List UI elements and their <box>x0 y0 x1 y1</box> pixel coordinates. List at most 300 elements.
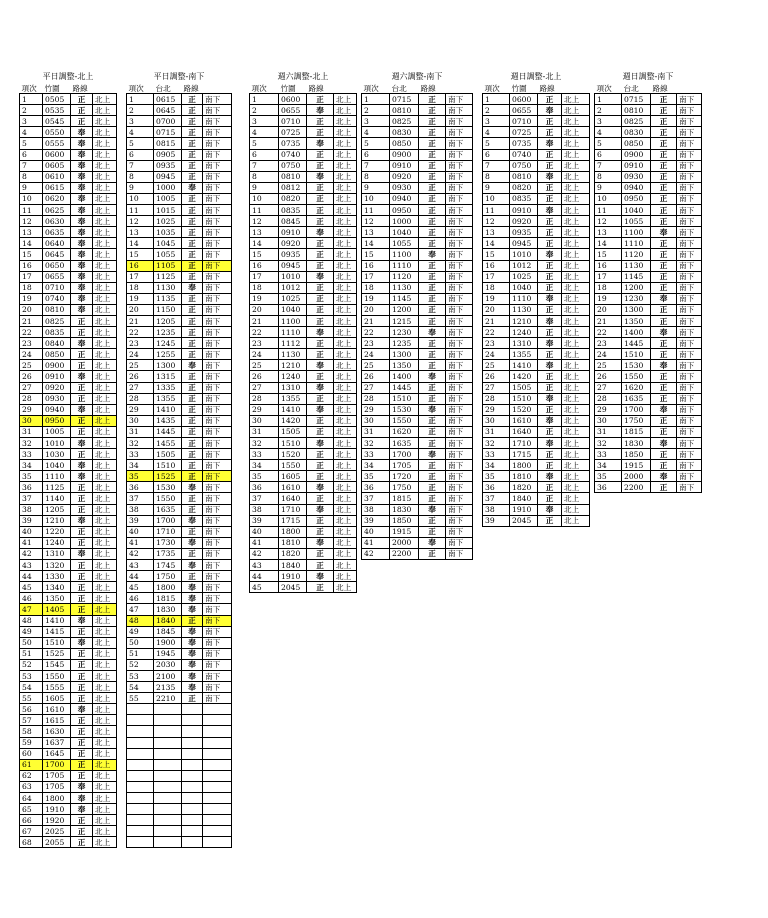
time-cell: 0910 <box>510 205 538 216</box>
row-number: 50 <box>20 637 43 648</box>
empty-row <box>127 826 232 837</box>
time-cell: 1210 <box>43 515 71 526</box>
row-number: 22 <box>20 327 43 338</box>
table-row <box>362 504 473 515</box>
empty-cell <box>182 770 203 781</box>
table-row <box>250 94 357 105</box>
row-number: 14 <box>20 238 43 249</box>
timetable <box>249 83 357 593</box>
route-type-cell: 正 <box>538 460 562 471</box>
direction-cell: 北上 <box>334 515 357 526</box>
direction-cell: 南下 <box>203 238 232 249</box>
row-number: 22 <box>127 327 154 338</box>
row-number: 7 <box>362 160 390 171</box>
header-row <box>20 83 117 94</box>
direction-cell: 北上 <box>93 604 117 615</box>
row-number: 55 <box>20 693 43 704</box>
route-type-cell: 正 <box>419 515 446 526</box>
time-cell: 0700 <box>154 116 182 127</box>
row-number: 15 <box>127 249 154 260</box>
time-cell: 1135 <box>154 293 182 304</box>
direction-cell: 北上 <box>93 94 117 105</box>
direction-cell: 南下 <box>446 315 473 326</box>
row-number: 22 <box>483 327 510 338</box>
direction-cell: 北上 <box>93 460 117 471</box>
route-type-cell: 奉 <box>71 804 93 815</box>
table-row <box>362 293 473 304</box>
table-row <box>595 482 702 493</box>
row-number: 32 <box>127 438 154 449</box>
time-cell: 1945 <box>154 648 182 659</box>
time-cell: 0740 <box>279 149 307 160</box>
time-cell: 0725 <box>510 127 538 138</box>
direction-cell: 南下 <box>203 216 232 227</box>
row-number: 36 <box>127 482 154 493</box>
direction-cell: 南下 <box>203 249 232 260</box>
route-type-cell: 奉 <box>651 227 677 238</box>
time-cell: 0715 <box>154 127 182 138</box>
route-type-cell: 正 <box>307 460 334 471</box>
route-type-cell: 正 <box>651 193 677 204</box>
direction-cell: 北上 <box>93 615 117 626</box>
route-type-cell: 正 <box>71 626 93 637</box>
time-cell: 1815 <box>154 593 182 604</box>
table-row <box>20 759 117 770</box>
row-number: 33 <box>127 449 154 460</box>
table-row <box>250 282 357 293</box>
direction-cell: 北上 <box>93 415 117 426</box>
empty-cell <box>182 826 203 837</box>
direction-cell: 北上 <box>334 116 357 127</box>
route-type-cell: 正 <box>651 171 677 182</box>
route-type-cell: 奉 <box>419 371 446 382</box>
empty-cell <box>182 837 203 848</box>
direction-cell: 北上 <box>93 804 117 815</box>
time-cell: 1710 <box>279 504 307 515</box>
route-type-cell: 正 <box>182 271 203 282</box>
time-cell: 0900 <box>43 360 71 371</box>
direction-cell: 北上 <box>93 781 117 792</box>
route-type-cell: 正 <box>307 426 334 437</box>
time-cell: 0920 <box>510 216 538 227</box>
row-number: 48 <box>20 615 43 626</box>
route-type-cell: 奉 <box>538 205 562 216</box>
row-number: 32 <box>483 438 510 449</box>
route-type-cell: 正 <box>182 327 203 338</box>
empty-cell <box>127 781 154 792</box>
direction-cell: 北上 <box>562 504 590 515</box>
table-row <box>20 371 117 382</box>
table-row <box>250 515 357 526</box>
time-cell: 0655 <box>43 271 71 282</box>
time-cell: 1310 <box>279 382 307 393</box>
route-type-cell: 奉 <box>651 360 677 371</box>
route-type-cell: 正 <box>182 249 203 260</box>
route-type-cell: 正 <box>419 304 446 315</box>
route-type-cell: 正 <box>651 182 677 193</box>
route-type-cell: 奉 <box>419 537 446 548</box>
time-cell: 1455 <box>154 438 182 449</box>
direction-cell: 北上 <box>334 537 357 548</box>
table-row <box>20 615 117 626</box>
direction-cell: 北上 <box>93 659 117 670</box>
time-cell: 1635 <box>390 438 419 449</box>
table-row <box>127 415 232 426</box>
route-type-cell: 正 <box>419 138 446 149</box>
table-row <box>250 493 357 504</box>
route-type-cell: 正 <box>651 315 677 326</box>
timetable <box>19 83 117 848</box>
table-row <box>20 526 117 537</box>
table-row <box>127 127 232 138</box>
route-type-cell: 正 <box>651 149 677 160</box>
time-cell: 0905 <box>154 149 182 160</box>
time-cell: 0810 <box>279 171 307 182</box>
row-number: 34 <box>127 460 154 471</box>
direction-cell: 北上 <box>93 216 117 227</box>
time-cell: 1815 <box>622 426 651 437</box>
table-row <box>483 282 590 293</box>
row-number: 52 <box>20 659 43 670</box>
time-cell: 0820 <box>279 193 307 204</box>
column-header: 項次 <box>483 83 510 94</box>
table-row <box>127 637 232 648</box>
time-cell: 1010 <box>279 271 307 282</box>
route-type-cell: 奉 <box>307 537 334 548</box>
route-type-cell: 正 <box>71 837 93 848</box>
row-number: 10 <box>595 193 622 204</box>
route-type-cell: 奉 <box>651 471 677 482</box>
route-type-cell: 奉 <box>538 293 562 304</box>
row-number: 15 <box>20 249 43 260</box>
row-number: 30 <box>483 415 510 426</box>
route-type-cell: 正 <box>651 415 677 426</box>
row-number: 42 <box>127 548 154 559</box>
time-cell: 1637 <box>43 737 71 748</box>
row-number: 27 <box>483 382 510 393</box>
time-cell: 1530 <box>390 404 419 415</box>
direction-cell: 南下 <box>446 537 473 548</box>
route-type-cell: 正 <box>71 504 93 515</box>
table-row <box>362 205 473 216</box>
time-cell: 0840 <box>43 338 71 349</box>
direction-cell: 南下 <box>203 360 232 371</box>
time-cell: 1900 <box>154 637 182 648</box>
empty-cell <box>182 715 203 726</box>
direction-cell: 北上 <box>93 282 117 293</box>
row-number: 16 <box>250 260 279 271</box>
table-row <box>20 260 117 271</box>
row-number: 44 <box>20 571 43 582</box>
table-row <box>483 393 590 404</box>
time-cell: 1445 <box>622 338 651 349</box>
time-cell: 1610 <box>510 415 538 426</box>
route-type-cell: 正 <box>538 493 562 504</box>
route-type-cell: 正 <box>419 282 446 293</box>
direction-cell: 南下 <box>677 205 702 216</box>
route-type-cell: 奉 <box>307 382 334 393</box>
route-type-cell: 正 <box>419 193 446 204</box>
time-cell: 0825 <box>43 315 71 326</box>
row-number: 7 <box>250 160 279 171</box>
table-row <box>250 382 357 393</box>
direction-cell: 南下 <box>203 338 232 349</box>
time-cell: 0810 <box>510 171 538 182</box>
row-number: 17 <box>595 271 622 282</box>
direction-cell: 北上 <box>93 182 117 193</box>
direction-cell: 南下 <box>446 171 473 182</box>
route-type-cell: 奉 <box>71 205 93 216</box>
direction-cell: 南下 <box>203 670 232 681</box>
table-row <box>250 438 357 449</box>
table-row <box>483 360 590 371</box>
table-row <box>250 537 357 548</box>
direction-cell: 北上 <box>334 482 357 493</box>
time-cell: 1315 <box>154 371 182 382</box>
table-row <box>20 804 117 815</box>
direction-cell: 南下 <box>203 160 232 171</box>
time-cell: 1620 <box>390 426 419 437</box>
time-cell: 1520 <box>279 449 307 460</box>
direction-cell: 南下 <box>446 282 473 293</box>
direction-cell: 北上 <box>334 526 357 537</box>
time-cell: 1510 <box>43 637 71 648</box>
route-type-cell: 奉 <box>538 105 562 116</box>
direction-cell: 北上 <box>562 393 590 404</box>
direction-cell: 南下 <box>677 182 702 193</box>
row-number: 24 <box>595 349 622 360</box>
direction-cell: 南下 <box>677 249 702 260</box>
direction-cell: 北上 <box>93 426 117 437</box>
direction-cell: 北上 <box>93 815 117 826</box>
column-header: 路線 <box>538 83 562 94</box>
time-cell: 1505 <box>154 449 182 460</box>
table-row <box>595 293 702 304</box>
time-cell: 1040 <box>390 227 419 238</box>
row-number: 68 <box>20 837 43 848</box>
table-row <box>483 293 590 304</box>
direction-cell: 南下 <box>203 615 232 626</box>
time-cell: 1610 <box>43 704 71 715</box>
direction-cell: 北上 <box>93 837 117 848</box>
table-row <box>127 304 232 315</box>
route-type-cell: 正 <box>419 105 446 116</box>
row-number: 13 <box>250 227 279 238</box>
direction-cell: 北上 <box>562 382 590 393</box>
empty-row <box>127 793 232 804</box>
table-title: 週六調整-南下 <box>391 72 443 81</box>
row-number: 39 <box>127 515 154 526</box>
table-row <box>250 371 357 382</box>
time-cell: 1145 <box>390 293 419 304</box>
table-row <box>250 193 357 204</box>
time-cell: 1550 <box>390 415 419 426</box>
empty-cell <box>127 815 154 826</box>
row-number: 2 <box>250 105 279 116</box>
table-row <box>250 471 357 482</box>
row-number: 31 <box>127 426 154 437</box>
row-number: 37 <box>20 493 43 504</box>
route-type-cell: 正 <box>307 493 334 504</box>
route-type-cell: 奉 <box>71 471 93 482</box>
time-cell: 1720 <box>390 471 419 482</box>
direction-cell: 南下 <box>203 315 232 326</box>
direction-cell: 北上 <box>93 149 117 160</box>
header-row <box>595 83 702 94</box>
direction-cell: 北上 <box>93 371 117 382</box>
empty-cell <box>203 704 232 715</box>
route-type-cell: 正 <box>307 371 334 382</box>
direction-cell: 南下 <box>203 182 232 193</box>
empty-cell <box>203 781 232 792</box>
direction-cell: 北上 <box>562 426 590 437</box>
row-number: 3 <box>20 116 43 127</box>
route-type-cell: 正 <box>538 349 562 360</box>
time-cell: 0850 <box>43 349 71 360</box>
time-cell: 1735 <box>154 548 182 559</box>
table-row <box>483 515 590 526</box>
route-type-cell: 正 <box>419 460 446 471</box>
time-cell: 0610 <box>43 171 71 182</box>
direction-cell: 南下 <box>203 682 232 693</box>
time-cell: 1130 <box>390 282 419 293</box>
row-number: 21 <box>20 315 43 326</box>
row-number: 6 <box>127 149 154 160</box>
direction-cell: 北上 <box>562 260 590 271</box>
row-number: 11 <box>595 205 622 216</box>
row-number: 8 <box>362 171 390 182</box>
row-number: 21 <box>595 315 622 326</box>
direction-cell: 北上 <box>562 438 590 449</box>
time-cell: 0640 <box>43 238 71 249</box>
table-row <box>127 493 232 504</box>
direction-cell: 南下 <box>677 260 702 271</box>
route-type-cell: 正 <box>538 449 562 460</box>
direction-cell: 南下 <box>203 548 232 559</box>
row-number: 63 <box>20 781 43 792</box>
route-type-cell: 奉 <box>71 249 93 260</box>
time-cell: 1510 <box>622 349 651 360</box>
empty-cell <box>127 770 154 781</box>
time-cell: 1910 <box>279 571 307 582</box>
time-cell: 1815 <box>390 493 419 504</box>
table-row <box>20 426 117 437</box>
direction-cell: 北上 <box>93 593 117 604</box>
table-row <box>250 138 357 149</box>
route-type-cell: 正 <box>71 726 93 737</box>
row-number: 9 <box>20 182 43 193</box>
direction-cell: 南下 <box>446 482 473 493</box>
route-type-cell: 正 <box>538 271 562 282</box>
row-number: 32 <box>362 438 390 449</box>
row-number: 4 <box>20 127 43 138</box>
route-type-cell: 正 <box>307 160 334 171</box>
empty-cell <box>127 726 154 737</box>
empty-row <box>127 715 232 726</box>
row-number: 14 <box>250 238 279 249</box>
direction-cell: 北上 <box>562 515 590 526</box>
time-cell: 2200 <box>622 482 651 493</box>
time-cell: 1415 <box>43 626 71 637</box>
time-cell: 0845 <box>279 216 307 227</box>
schedule-table-6 <box>594 71 702 493</box>
route-type-cell: 正 <box>71 593 93 604</box>
time-cell: 2210 <box>154 693 182 704</box>
direction-cell: 南下 <box>677 315 702 326</box>
empty-row <box>127 748 232 759</box>
time-cell: 0645 <box>43 249 71 260</box>
row-number: 5 <box>595 138 622 149</box>
header-row <box>483 83 590 94</box>
route-type-cell: 奉 <box>182 482 203 493</box>
empty-cell <box>154 837 182 848</box>
time-cell: 1840 <box>154 615 182 626</box>
timetable <box>482 83 590 527</box>
table-title: 平日調整-南下 <box>153 72 205 81</box>
row-number: 25 <box>362 360 390 371</box>
direction-cell: 南下 <box>446 238 473 249</box>
time-cell: 1700 <box>154 515 182 526</box>
time-cell: 1000 <box>154 182 182 193</box>
time-cell: 1615 <box>43 715 71 726</box>
column-header-blank <box>677 83 702 94</box>
row-number: 50 <box>127 637 154 648</box>
time-cell: 1545 <box>43 659 71 670</box>
table-row <box>362 105 473 116</box>
time-cell: 1300 <box>154 360 182 371</box>
empty-cell <box>203 726 232 737</box>
table-row <box>362 426 473 437</box>
table-row <box>127 571 232 582</box>
direction-cell: 南下 <box>677 415 702 426</box>
time-cell: 1510 <box>390 393 419 404</box>
route-type-cell: 正 <box>651 94 677 105</box>
time-cell: 1635 <box>622 393 651 404</box>
row-number: 14 <box>595 238 622 249</box>
table-row <box>483 138 590 149</box>
row-number: 54 <box>20 682 43 693</box>
direction-cell: 南下 <box>203 471 232 482</box>
table-row <box>595 360 702 371</box>
direction-cell: 北上 <box>334 404 357 415</box>
row-number: 31 <box>595 426 622 437</box>
time-cell: 1120 <box>622 249 651 260</box>
direction-cell: 南下 <box>677 371 702 382</box>
row-number: 6 <box>595 149 622 160</box>
direction-cell: 南下 <box>446 382 473 393</box>
table-row <box>250 238 357 249</box>
direction-cell: 南下 <box>203 438 232 449</box>
time-cell: 1405 <box>43 604 71 615</box>
table-row <box>20 271 117 282</box>
time-cell: 0940 <box>390 193 419 204</box>
time-cell: 1210 <box>510 315 538 326</box>
time-cell: 1200 <box>390 304 419 315</box>
table-row <box>483 149 590 160</box>
row-number: 8 <box>20 171 43 182</box>
direction-cell: 南下 <box>677 460 702 471</box>
direction-cell: 南下 <box>203 149 232 160</box>
row-number: 24 <box>127 349 154 360</box>
row-number: 28 <box>250 393 279 404</box>
table-row <box>595 238 702 249</box>
table-row <box>250 160 357 171</box>
row-number: 28 <box>20 393 43 404</box>
row-number: 30 <box>250 415 279 426</box>
empty-cell <box>154 748 182 759</box>
empty-cell <box>127 715 154 726</box>
time-cell: 1605 <box>43 693 71 704</box>
